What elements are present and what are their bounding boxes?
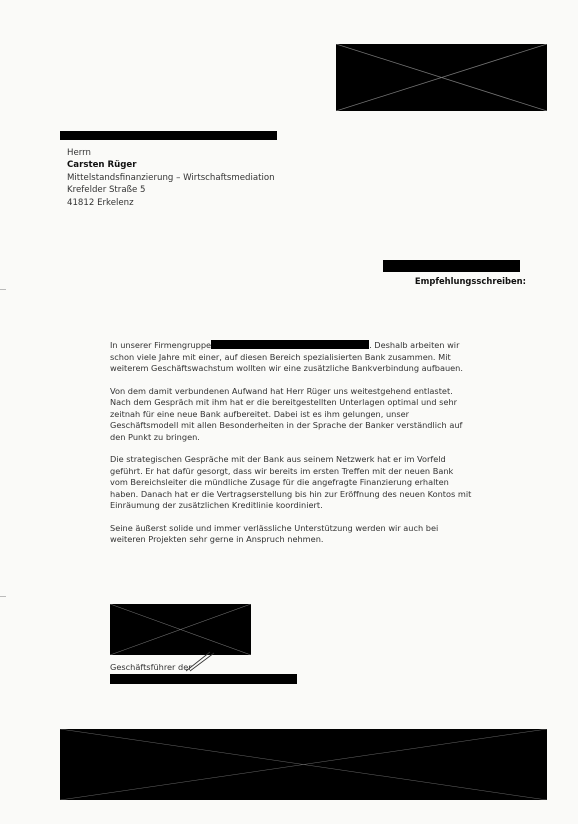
fold-mark bbox=[0, 289, 6, 290]
redacted-sender-line bbox=[60, 131, 277, 140]
redacted-inline bbox=[211, 340, 369, 349]
redacted-logo bbox=[336, 44, 547, 111]
recipient-city: 41812 Erkelenz bbox=[67, 197, 134, 208]
redacted-footer bbox=[60, 729, 547, 800]
redacted-signature bbox=[110, 604, 251, 655]
redacted-date bbox=[383, 260, 520, 272]
paragraph-1-end: . Deshalb arbeiten wir schon viele Jahre mit einer, auf diesen Bereich spezialisierten Bank zusammen. Mit weiterem Geschäftswachstum wollten wir eine zusätzliche Bankverbindung aufbauen. bbox=[110, 340, 463, 373]
signature-label: Geschäftsführer der bbox=[110, 662, 192, 672]
recipient-name: Carsten Rüger bbox=[67, 160, 137, 171]
letter-body bbox=[110, 340, 472, 557]
recipient-salutation: Herrn bbox=[67, 148, 91, 158]
paragraph-4: Seine äußerst solide und immer verlässliche Unterstützung werden wir auch bei weiteren Projekten sehr gerne in Anspruch nehmen. bbox=[110, 522, 439, 544]
recipient-street: Krefelder Straße 5 bbox=[67, 185, 146, 196]
redacted-company-name bbox=[110, 674, 297, 684]
recipient-address bbox=[67, 147, 275, 209]
paragraph-2: Von dem damit verbundenen Aufwand hat Herr Rüger uns weitestgehend entlastet. Nach dem Gespräch mit ihm hat er die bereitgestellten Unterlagen optimal und sehr zeitnah für eine neue Bank aufbereitet. Dabei ist es ihm gelungen, unser Geschäftsmodell mit allen Besonderheiten in der Sprache der Banker verständlich auf den Punkt zu bringen. bbox=[110, 385, 463, 442]
recipient-company: Mittelstandsfinanzierung – Wirtschaftsmediation bbox=[67, 172, 275, 183]
paragraph-1-start: In unserer Firmengruppe bbox=[110, 340, 212, 350]
paragraph-3: Die strategischen Gespräche mit der Bank aus seinem Netzwerk hat er im Vorfeld geführt. Er hat dafür gesorgt, dass wir bereits im ersten Treffen mit der neuen Bank vom Bereichsleiter die mündliche Zusage für die angefragte Finanzierung erhalten haben. Danach hat er die Vertragserstellung bis hin zur Eröffnung des neuen Kontos mit Einräumung der zusätzlichen Kreditlinie koordiniert. bbox=[110, 454, 472, 510]
letter-subject: Empfehlungsschreiben: bbox=[414, 276, 526, 286]
fold-mark bbox=[0, 596, 6, 597]
paragraph-1 bbox=[110, 340, 472, 375]
